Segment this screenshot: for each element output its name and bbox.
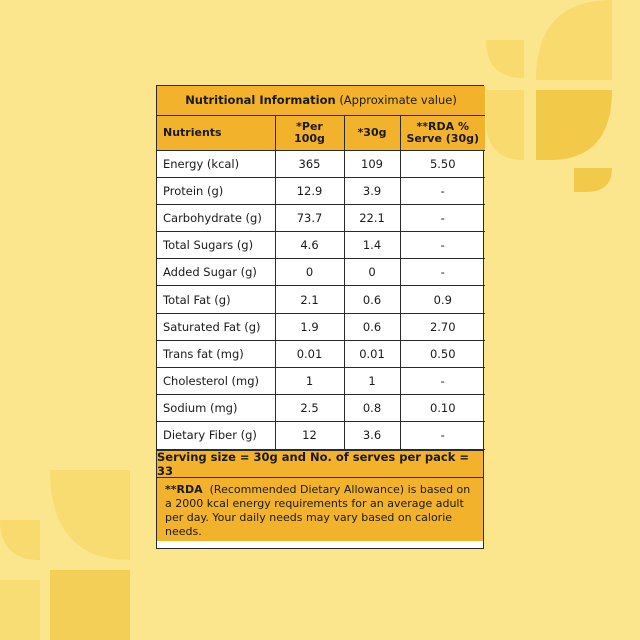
rda-footnote-label: **RDA xyxy=(165,482,203,496)
value-per-30g: 0.6 xyxy=(344,286,400,313)
nutrition-table xyxy=(157,86,485,450)
value-rda: - xyxy=(400,232,485,259)
nutrient-name: Protein (g) xyxy=(157,177,275,204)
table-row xyxy=(157,368,485,395)
table-row xyxy=(157,232,485,259)
value-rda: 0.50 xyxy=(400,340,485,367)
value-rda: - xyxy=(400,177,485,204)
nutrient-name: Total Sugars (g) xyxy=(157,232,275,259)
table-row xyxy=(157,177,485,204)
value-rda: - xyxy=(400,204,485,231)
serving-size-bar: Serving size = 30g and No. of serves per pack = 33 xyxy=(157,450,483,478)
nutrient-name: Energy (kcal) xyxy=(157,150,275,177)
value-per-30g: 3.9 xyxy=(344,177,400,204)
nutrient-name: Total Fat (g) xyxy=(157,286,275,313)
value-per-30g: 0.8 xyxy=(344,395,400,422)
nutrient-name: Cholesterol (mg) xyxy=(157,368,275,395)
nutrient-name: Carbohydrate (g) xyxy=(157,204,275,231)
value-rda: - xyxy=(400,422,485,449)
value-rda: - xyxy=(400,259,485,286)
rda-footnote-text: (Recommended Dietary Allowance) is based on a 2000 kcal energy requirements for an average adult per day. Your daily needs may vary based on calorie needs. xyxy=(165,482,471,538)
value-per-100g: 1 xyxy=(275,368,344,395)
table-row xyxy=(157,204,485,231)
table-body xyxy=(157,150,485,449)
value-rda: - xyxy=(400,368,485,395)
value-per-30g: 1 xyxy=(344,368,400,395)
nutrient-name: Saturated Fat (g) xyxy=(157,313,275,340)
rda-footnote xyxy=(157,478,483,541)
panel-title xyxy=(157,86,485,115)
table-row xyxy=(157,422,485,449)
table-row xyxy=(157,395,485,422)
value-per-30g: 0.01 xyxy=(344,340,400,367)
value-rda: 0.9 xyxy=(400,286,485,313)
panel-title-row xyxy=(157,86,485,115)
value-rda: 0.10 xyxy=(400,395,485,422)
nutrient-name: Added Sugar (g) xyxy=(157,259,275,286)
value-per-100g: 0.01 xyxy=(275,340,344,367)
value-rda: 2.70 xyxy=(400,313,485,340)
nutrient-name: Sodium (mg) xyxy=(157,395,275,422)
value-per-30g: 22.1 xyxy=(344,204,400,231)
header-per-100g: *Per 100g xyxy=(275,115,344,150)
header-per-30g: *30g xyxy=(344,115,400,150)
value-rda: 5.50 xyxy=(400,150,485,177)
value-per-100g: 0 xyxy=(275,259,344,286)
value-per-100g: 2.1 xyxy=(275,286,344,313)
table-row xyxy=(157,313,485,340)
value-per-30g: 0 xyxy=(344,259,400,286)
header-rda: **RDA % Serve (30g) xyxy=(400,115,485,150)
value-per-30g: 1.4 xyxy=(344,232,400,259)
nutrient-name: Trans fat (mg) xyxy=(157,340,275,367)
value-per-100g: 12 xyxy=(275,422,344,449)
panel-title-rest: (Approximate value) xyxy=(339,93,457,108)
value-per-100g: 2.5 xyxy=(275,395,344,422)
value-per-100g: 12.9 xyxy=(275,177,344,204)
nutrition-panel xyxy=(156,85,484,549)
value-per-30g: 0.6 xyxy=(344,313,400,340)
value-per-100g: 1.9 xyxy=(275,313,344,340)
table-row xyxy=(157,340,485,367)
value-per-100g: 73.7 xyxy=(275,204,344,231)
panel-title-bold: Nutritional Information xyxy=(185,93,336,108)
table-row xyxy=(157,150,485,177)
nutrient-name: Dietary Fiber (g) xyxy=(157,422,275,449)
value-per-30g: 3.6 xyxy=(344,422,400,449)
table-row xyxy=(157,259,485,286)
table-header-row xyxy=(157,115,485,150)
value-per-100g: 365 xyxy=(275,150,344,177)
header-nutrients: Nutrients xyxy=(157,115,275,150)
value-per-30g: 109 xyxy=(344,150,400,177)
table-row xyxy=(157,286,485,313)
value-per-100g: 4.6 xyxy=(275,232,344,259)
